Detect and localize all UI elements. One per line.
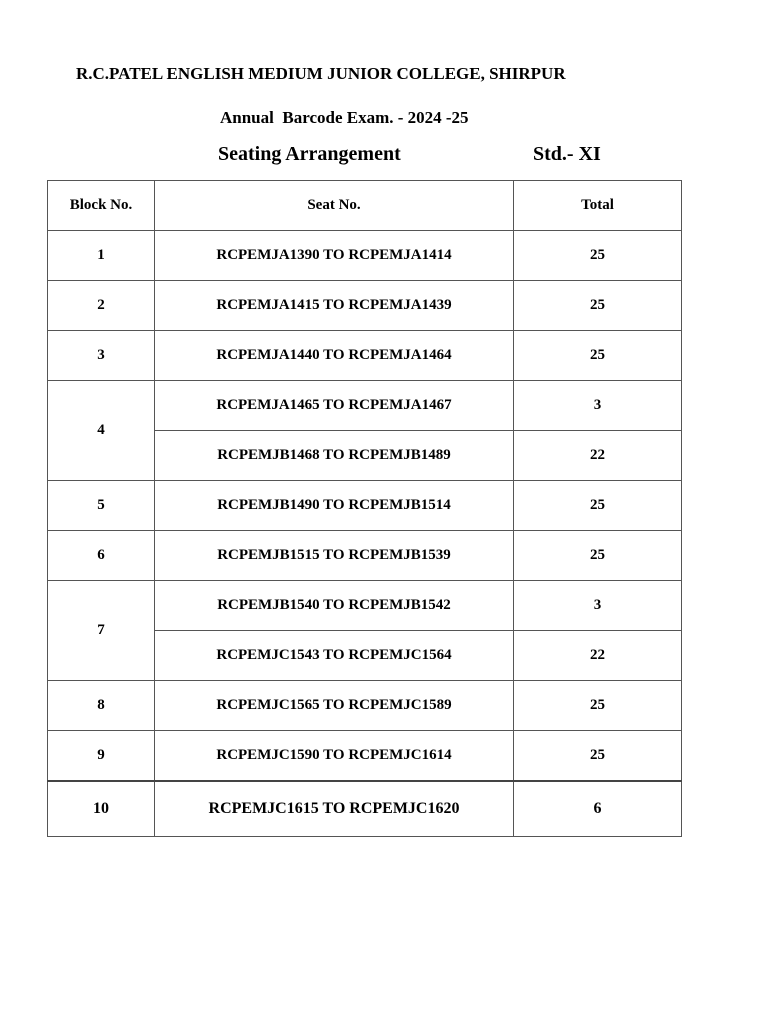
college-name: R.C.PATEL ENGLISH MEDIUM JUNIOR COLLEGE, SHIRPUR: [76, 64, 566, 83]
seat-total: 25: [514, 681, 682, 731]
seat-total: 6: [514, 781, 682, 837]
table-row: [48, 381, 682, 431]
seat-range: RCPEMJA1390 TO RCPEMJA1414: [155, 231, 514, 281]
seat-range: RCPEMJA1415 TO RCPEMJA1439: [155, 281, 514, 331]
seat-range: RCPEMJB1468 TO RCPEMJB1489: [155, 431, 514, 481]
table-row: [48, 731, 682, 782]
block-number: 8: [48, 681, 155, 731]
seat-range: RCPEMJA1465 TO RCPEMJA1467: [155, 381, 514, 431]
block-number: 6: [48, 531, 155, 581]
table-row: [48, 231, 682, 281]
seating-arrangement-title: Seating Arrangement: [218, 143, 401, 165]
seat-range: RCPEMJA1440 TO RCPEMJA1464: [155, 331, 514, 381]
seating-table: [47, 180, 682, 837]
table-row: [48, 331, 682, 381]
table-header-row: [48, 181, 682, 231]
seat-range: RCPEMJB1540 TO RCPEMJB1542: [155, 581, 514, 631]
table-row: [48, 781, 682, 837]
seat-total: 25: [514, 231, 682, 281]
seat-range: RCPEMJC1590 TO RCPEMJC1614: [155, 731, 514, 782]
seat-range: RCPEMJB1490 TO RCPEMJB1514: [155, 481, 514, 531]
seat-total: 25: [514, 531, 682, 581]
block-number: 2: [48, 281, 155, 331]
standard-label: Std.- XI: [533, 143, 601, 165]
table-row: [48, 481, 682, 531]
exam-title: Annual Barcode Exam. - 2024 -25: [220, 108, 469, 127]
seat-range: RCPEMJC1615 TO RCPEMJC1620: [155, 781, 514, 837]
table-row: [48, 581, 682, 631]
seat-total: 25: [514, 731, 682, 782]
column-header-seat: Seat No.: [155, 181, 514, 231]
block-number: 7: [48, 581, 155, 681]
table-row: [48, 681, 682, 731]
seat-total: 3: [514, 581, 682, 631]
block-number: 5: [48, 481, 155, 531]
seat-range: RCPEMJC1543 TO RCPEMJC1564: [155, 631, 514, 681]
block-number: 9: [48, 731, 155, 782]
seat-range: RCPEMJB1515 TO RCPEMJB1539: [155, 531, 514, 581]
seat-total: 25: [514, 281, 682, 331]
seat-total: 22: [514, 431, 682, 481]
seat-range: RCPEMJC1565 TO RCPEMJC1589: [155, 681, 514, 731]
column-header-block: Block No.: [48, 181, 155, 231]
column-header-total: Total: [514, 181, 682, 231]
seat-total: 25: [514, 331, 682, 381]
block-number: 1: [48, 231, 155, 281]
seat-total: 22: [514, 631, 682, 681]
table-row: [48, 531, 682, 581]
seat-total: 3: [514, 381, 682, 431]
block-number: 4: [48, 381, 155, 481]
block-number: 3: [48, 331, 155, 381]
block-number: 10: [48, 781, 155, 837]
seat-total: 25: [514, 481, 682, 531]
table-row: [48, 281, 682, 331]
